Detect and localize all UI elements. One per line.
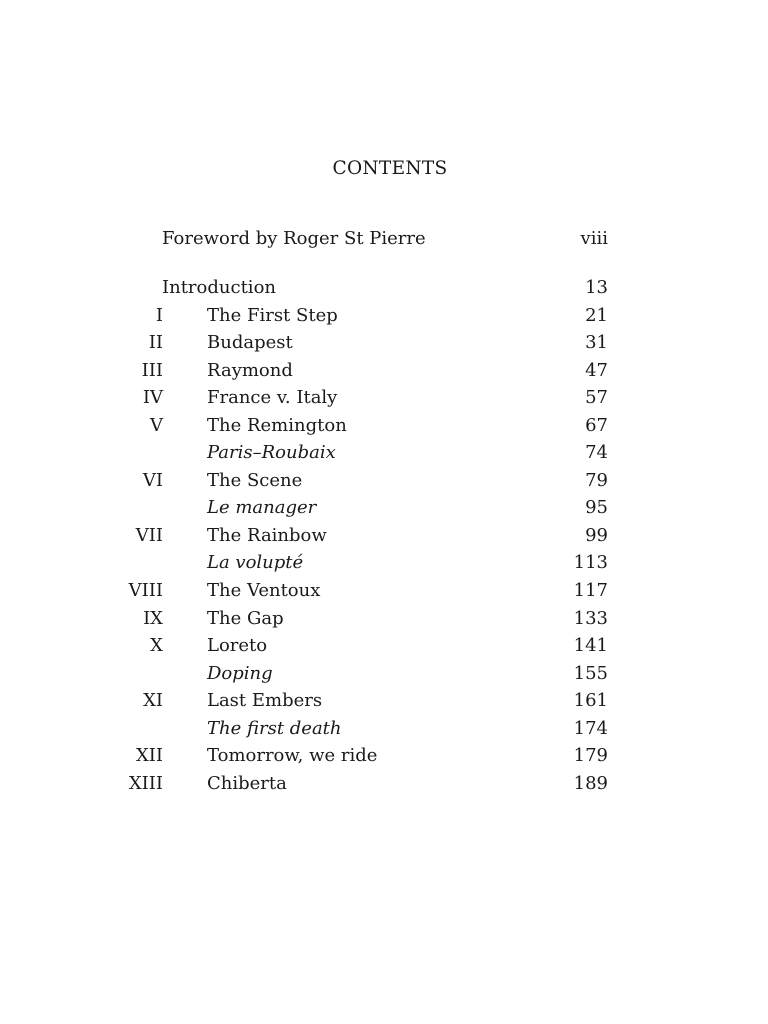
- chapter-title: Le manager: [207, 497, 317, 519]
- toc-entry[interactable]: [0, 331, 768, 359]
- toc-entry[interactable]: [0, 744, 768, 772]
- chapter-numeral: IX: [143, 607, 163, 629]
- toc-entry[interactable]: [0, 551, 768, 579]
- chapter-numeral: II: [148, 332, 163, 354]
- chapter-title: Last Embers: [207, 690, 323, 712]
- toc-list: [0, 276, 768, 799]
- chapter-title: The Remington: [207, 414, 347, 436]
- page-number: 47: [585, 359, 608, 381]
- toc-entry[interactable]: [0, 689, 768, 717]
- page-number: 161: [573, 690, 608, 712]
- foreword-entry[interactable]: [162, 228, 608, 252]
- chapter-numeral: V: [150, 414, 163, 436]
- chapter-numeral: VI: [142, 469, 163, 491]
- chapter-title: Introduction: [162, 277, 276, 298]
- chapter-numeral: VIII: [128, 580, 163, 602]
- page-number: 155: [573, 662, 608, 684]
- toc-entry[interactable]: [0, 359, 768, 387]
- toc-entry[interactable]: [0, 496, 768, 524]
- page-title: CONTENTS: [332, 158, 448, 179]
- page-number: 31: [585, 332, 608, 354]
- chapter-title: Raymond: [207, 359, 293, 381]
- page-number: 174: [573, 717, 608, 739]
- page-number: 21: [585, 304, 608, 326]
- page-number: 79: [585, 469, 608, 491]
- page-number: 133: [573, 607, 608, 629]
- toc-entry[interactable]: [0, 524, 768, 552]
- page-number: 95: [585, 497, 608, 519]
- chapter-title: The Ventoux: [207, 580, 321, 602]
- toc-entry[interactable]: [0, 634, 768, 662]
- chapter-title: The First Step: [207, 304, 338, 326]
- toc-entry[interactable]: [0, 304, 768, 332]
- chapter-title: Budapest: [207, 332, 293, 354]
- toc-entry[interactable]: [0, 469, 768, 497]
- page-number: 74: [585, 442, 608, 464]
- foreword-page-number: viii: [580, 228, 608, 249]
- chapter-title: The Gap: [207, 607, 284, 629]
- chapter-numeral: XIII: [128, 772, 163, 794]
- toc-entry[interactable]: [0, 662, 768, 690]
- page-number: 141: [573, 635, 608, 657]
- chapter-title: Chiberta: [207, 772, 287, 794]
- toc-entry[interactable]: [0, 441, 768, 469]
- page-number: 57: [585, 387, 608, 409]
- page-number: 189: [573, 772, 608, 794]
- chapter-title: La volupté: [207, 552, 304, 574]
- chapter-numeral: VII: [135, 524, 163, 546]
- chapter-numeral: X: [150, 635, 163, 657]
- chapter-title: The Rainbow: [207, 524, 327, 546]
- chapter-title: The Scene: [207, 469, 303, 491]
- chapter-title: Doping: [207, 662, 273, 684]
- toc-entry[interactable]: [0, 772, 768, 800]
- foreword-title: Foreword by Roger St Pierre: [162, 228, 426, 249]
- chapter-numeral: I: [155, 304, 163, 326]
- page-number: 99: [585, 524, 608, 546]
- page-number: 113: [573, 552, 608, 574]
- page-number: 67: [585, 414, 608, 436]
- chapter-title: Paris–Roubaix: [207, 442, 336, 464]
- chapter-title: Tomorrow, we ride: [207, 745, 378, 767]
- toc-entry[interactable]: [0, 276, 768, 304]
- toc-entry[interactable]: [0, 386, 768, 414]
- toc-entry[interactable]: [0, 579, 768, 607]
- chapter-numeral: XII: [135, 745, 163, 767]
- chapter-numeral: IV: [142, 387, 163, 409]
- chapter-title: France v. Italy: [207, 387, 338, 409]
- chapter-title: The first death: [207, 717, 342, 739]
- toc-entry[interactable]: [0, 414, 768, 442]
- toc-entry[interactable]: [0, 607, 768, 635]
- page-number: 13: [585, 277, 608, 298]
- chapter-numeral: XI: [143, 690, 163, 712]
- page-number: 117: [573, 580, 608, 602]
- toc-entry[interactable]: [0, 717, 768, 745]
- chapter-numeral: III: [141, 359, 163, 381]
- chapter-title: Loreto: [207, 635, 268, 657]
- page-number: 179: [573, 745, 608, 767]
